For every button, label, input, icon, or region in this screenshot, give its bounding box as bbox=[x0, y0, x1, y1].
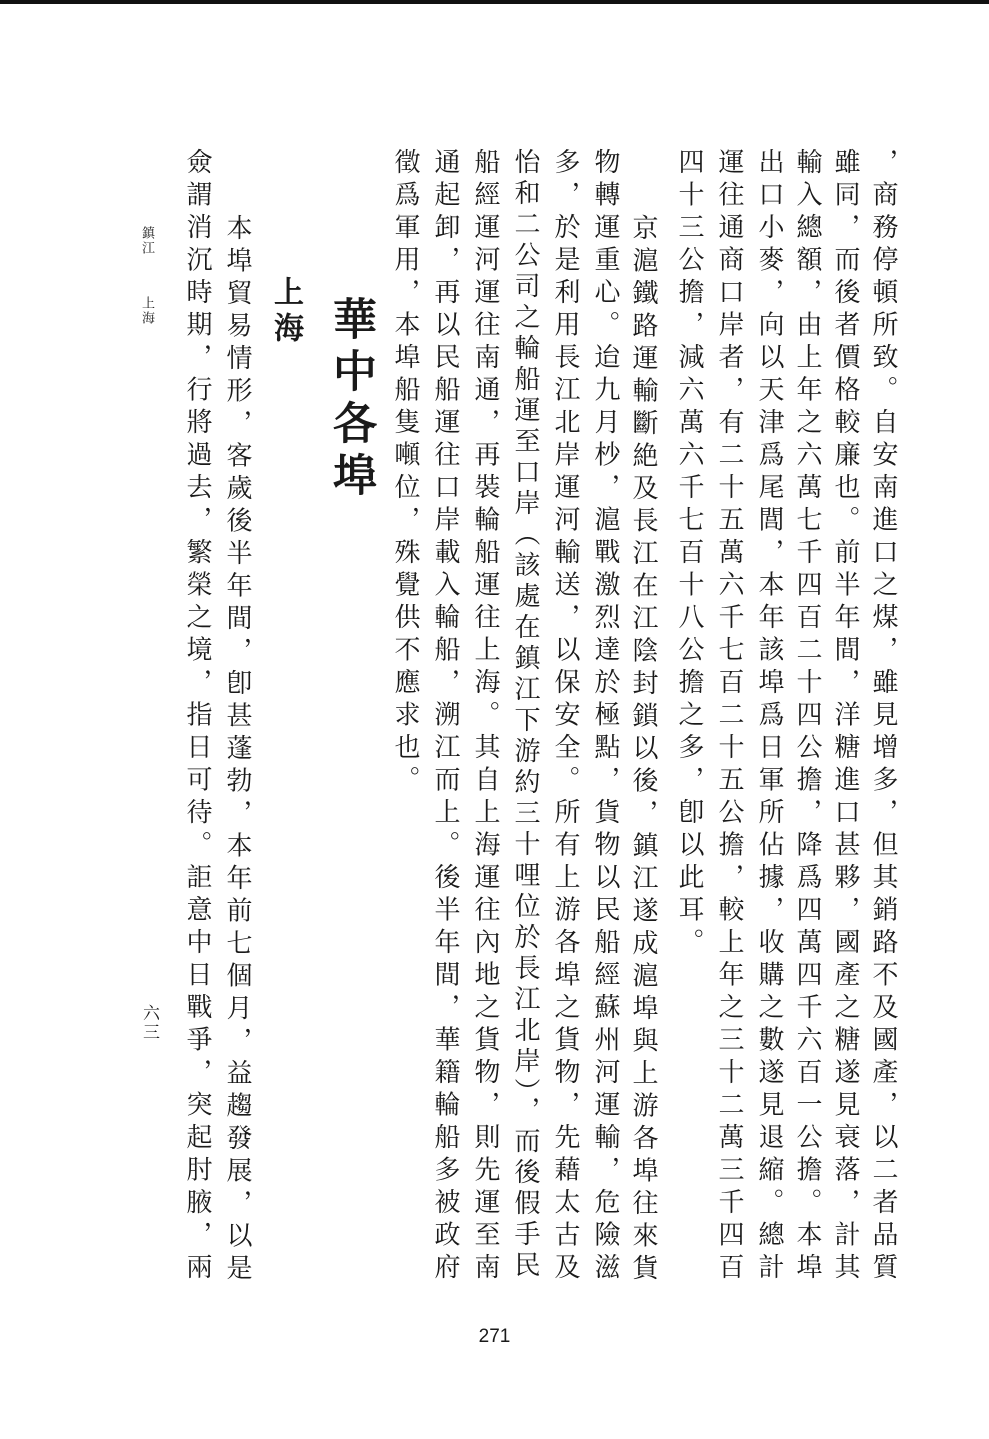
text-column: 輸入總額，由上年之六萬七千四百二十四公擔，降爲四萬四千六百一公擔。本埠 bbox=[792, 148, 822, 1286]
text-column: 四十三公擔，減六萬六千七百十八公擔之多，卽以此耳。 bbox=[674, 148, 704, 961]
margin-note: 鎮江 bbox=[139, 226, 154, 256]
subsection-title: 上海 bbox=[268, 276, 303, 348]
text-column: ，商務停頓所致。自安南進口之煤，雖見增多，但其銷路不及國產，以二者品質 bbox=[868, 148, 898, 1286]
page-number: 271 bbox=[478, 1326, 511, 1347]
text-column: 運往通商口岸者，有二十五萬六千七百二十五公擔，較上年之三十二萬三千四百 bbox=[714, 148, 744, 1286]
text-column: 多，於是利用長江北岸運河輸送，以保安全。所有上游各埠之貨物，先藉太古及 bbox=[550, 148, 580, 1286]
text-column: 出口小麥，向以天津爲尾閭，本年該埠爲日軍所佔據，收購之數遂見退縮。總計 bbox=[754, 148, 784, 1286]
text-column: 船經運河運往南通，再裝輪船運往上海。其自上海運往內地之貨物，則先運至南 bbox=[470, 148, 500, 1286]
text-column: 本埠貿易情形，客歲後半年間，卽甚蓬勃，本年前七個月，益趨發展，以是 bbox=[222, 214, 252, 1287]
margin-page-number: 六三 bbox=[139, 1004, 159, 1042]
section-title: 華中各埠 bbox=[325, 296, 376, 504]
text-column: 通起卸，再以民船運往口岸載入輪船，溯江而上。後半年間，華籍輪船多被政府 bbox=[430, 148, 460, 1286]
text-column: 物轉運重心。迨九月杪，滬戰激烈達於極點，貨物以民船經蘇州河運輸，危險滋 bbox=[590, 148, 620, 1286]
text-column: 京滬鐵路運輸斷絶及長江在江陰封鎖以後，鎮江遂成滬埠與上游各埠往來貨 bbox=[628, 214, 658, 1287]
top-border-rule bbox=[0, 0, 989, 4]
text-column: 雖同，而後者價格較廉也。前半年間，洋糖進口甚夥，國產之糖遂見衰落，計其 bbox=[830, 148, 860, 1286]
text-column: 怡和二公司之輪船運至口岸（該處在鎮江下游約三十哩位於長江北岸），而後假手民 bbox=[510, 148, 540, 1282]
margin-note: 上海 bbox=[139, 296, 154, 326]
text-column: 徵爲軍用，本埠船隻噸位，殊覺供不應求也。 bbox=[390, 148, 420, 798]
text-column: 僉謂消沉時期，行將過去，繁榮之境，指日可待。詎意中日戰爭，突起肘腋，兩 bbox=[182, 148, 212, 1286]
